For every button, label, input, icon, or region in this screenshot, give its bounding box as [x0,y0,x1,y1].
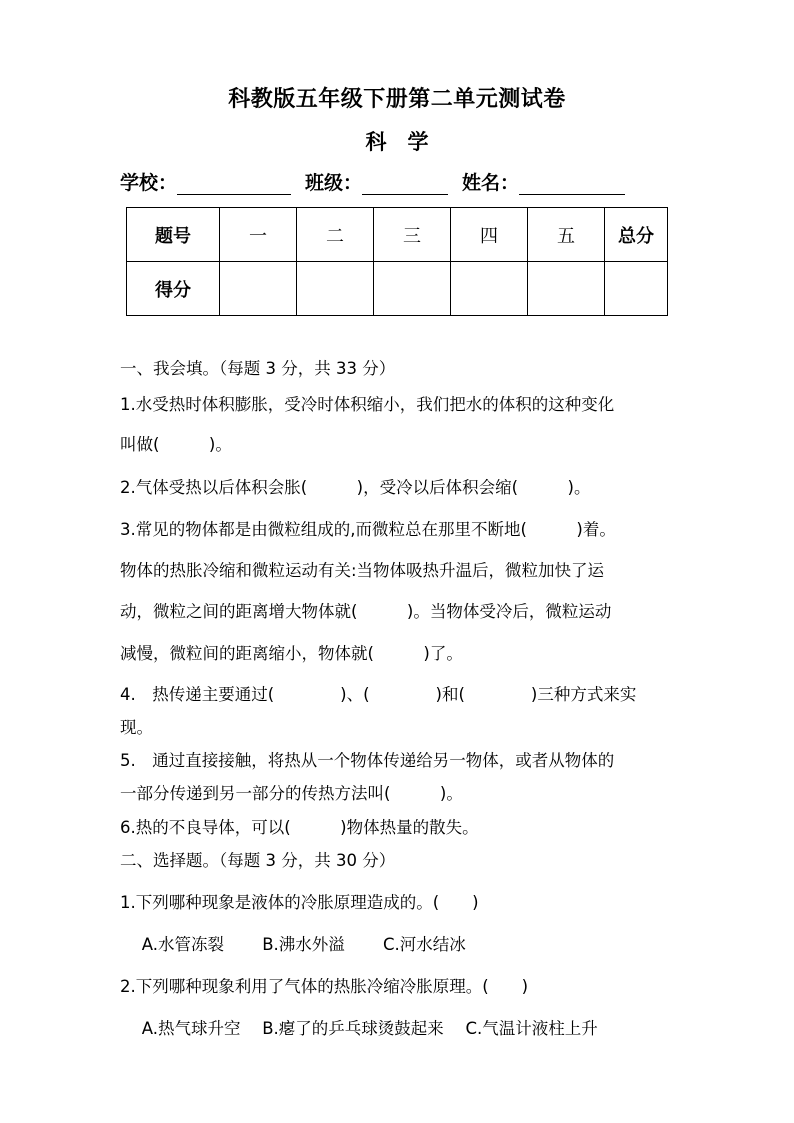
header-cell-question: 题号 [127,208,220,262]
school-label: 学校： [120,172,178,194]
student-info-row [120,168,680,195]
section-1-heading: 一、我会填。（每题 3 分，共 33 分） [120,359,396,378]
score-cell-total[interactable] [605,262,668,316]
question-line: 2.气体受热以后体积会胀( )，受冷以后体积会缩( )。 [120,478,591,497]
question-line: 现。 [120,718,153,737]
class-blank[interactable] [362,174,448,195]
question-line: 5. 通过直接接触，将热从一个物体传递给另一物体，或者从物体的 [120,751,615,770]
header-cell-2: 二 [297,208,374,262]
question-line: 动，微粒之间的距离增大物体就( )。当物体受冷后，微粒运动 [120,602,612,621]
header-cell-5: 五 [528,208,605,262]
score-table-header-row [127,208,668,262]
score-cell-5[interactable] [528,262,605,316]
score-cell-3[interactable] [374,262,451,316]
question-line: 一部分传递到另一部分的传热方法叫( )。 [120,784,463,803]
question-line: 1.下列哪种现象是液体的冷胀原理造成的。( ) [120,893,479,912]
header-cell-1: 一 [220,208,297,262]
answer-options: A.热气球升空 B.瘪了的乒乓球烫鼓起来 C.气温计液柱上升 [120,1019,598,1038]
answer-options: A.水管冻裂 B.沸水外溢 C.河水结冰 [120,935,466,954]
subject-heading: 科 学 [365,130,429,154]
header-cell-total: 总分 [605,208,668,262]
score-table-score-row [127,262,668,316]
name-label: 姓名： [462,172,520,194]
question-line: 叫做( )。 [120,435,232,454]
score-table [126,207,668,316]
score-row-label: 得分 [127,262,220,316]
page-title: 科教版五年级下册第二单元测试卷 [228,87,566,112]
section-2-heading: 二、选择题。（每题 3 分，共 30 分） [120,851,396,870]
question-line: 2.下列哪种现象利用了气体的热胀冷缩冷胀原理。( ) [120,977,529,996]
question-line: 减慢，微粒间的距离缩小，物体就( )了。 [120,644,463,663]
header-cell-4: 四 [451,208,528,262]
score-cell-2[interactable] [297,262,374,316]
question-line: 物体的热胀冷缩和微粒运动有关:当物体吸热升温后，微粒加快了运 [120,561,605,580]
class-label: 班级： [305,172,363,194]
header-cell-3: 三 [374,208,451,262]
question-line: 4. 热传递主要通过( )、( )和( )三种方式来实 [120,685,637,704]
score-cell-1[interactable] [220,262,297,316]
question-line: 6.热的不良导体，可以( )物体热量的散失。 [120,818,479,837]
name-blank[interactable] [519,174,625,195]
school-blank[interactable] [177,174,291,195]
score-cell-4[interactable] [451,262,528,316]
question-line: 1.水受热时体积膨胀，受冷时体积缩小，我们把水的体积的这种变化 [120,395,615,414]
question-line: 3.常见的物体都是由微粒组成的,而微粒总在那里不断地( )着。 [120,520,616,539]
